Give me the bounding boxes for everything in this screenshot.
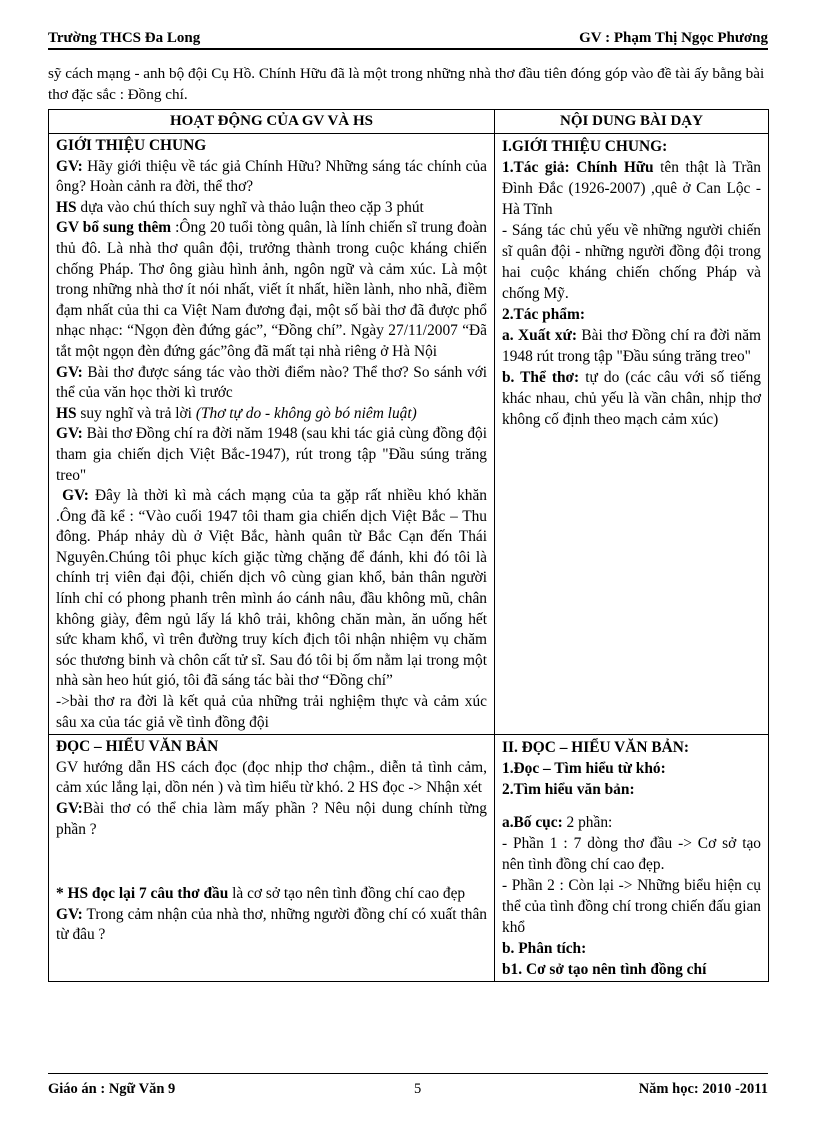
left-paragraph: GV: Bài thơ Đồng chí ra đời năm 1948 (sau khi tác giả cùng đồng đội tham gia chiến dịch Việt Bắc-1947), rút trong tập "Đầu súng trăng treo" (56, 425, 487, 484)
activities-cell-1 (49, 134, 495, 735)
right-paragraph: 1.Tác giả: Chính Hữu tên thật là Trần Đình Đắc (1926-2007) ,quê ở Can Lộc - Hà Tĩnh (502, 159, 761, 218)
right-paragraph: a.Bố cục: 2 phần: (502, 814, 613, 832)
left-paragraph: ->bài thơ ra đời là kết quả của những trải nghiệm thực và cảm xúc sâu xa của tác giả về tình đồng đội (56, 693, 487, 731)
right-paragraph: - Phần 2 : Còn lại -> Những biểu hiện cụ thể của tình đồng chí trong chiến đấu gian khổ (502, 877, 762, 937)
right-paragraph: 1.Đọc – Tìm hiểu từ khó: (502, 760, 666, 778)
page-number: 5 (414, 1081, 422, 1097)
section-title: I.GIỚI THIỆU CHUNG: (502, 138, 668, 155)
content-cell-1 (495, 134, 769, 735)
footer-rule (48, 1073, 768, 1074)
section-title: II. ĐỌC – HIỂU VĂN BẢN: (502, 739, 689, 757)
spacer (502, 800, 761, 812)
activities-cell-2 (49, 735, 495, 982)
right-paragraph: a. Xuất xứ: Bài thơ Đồng chí ra đời năm 1948 rút trong tập "Đầu súng trăng treo" (502, 327, 761, 365)
col-content-header: NỘI DUNG BÀI DẠY (495, 110, 769, 134)
footer-school-year: Năm học: 2010 -2011 (638, 1081, 768, 1097)
left-paragraph: HS suy nghĩ và trả lời (Thơ tự do - không gò bó niêm luật) (56, 404, 417, 422)
footer-subject: Giáo án : Ngữ Văn 9 (48, 1081, 176, 1097)
table-header-row (49, 110, 769, 134)
school-name: Trường THCS Đa Long (48, 30, 201, 46)
left-paragraph: GV: Trong cảm nhận của nhà thơ, những người đồng chí có xuất thân từ đâu ? (56, 905, 487, 944)
left-paragraph: GV: Hãy giới thiệu về tác giả Chính Hữu? Những sáng tác chính của ông? Hoàn cảnh ra đời, thể thơ? (56, 157, 487, 196)
right-paragraph: 2.Tác phẩm: (502, 306, 585, 323)
section-title: ĐỌC – HIỂU VĂN BẢN (56, 738, 219, 756)
left-paragraph: GV: Đây là thời kì mà cách mạng của ta gặp rất nhiều khó khăn .Ông đã kể : “Vào cuối 1947 tôi tham gia chiến dịch Việt Bắc – Thu đông. Pháp nhảy dù ở Việt Bắc, hành quân từ Bắc Cạn đến Thái Nguyên.Chúng tôi phục kích giặc từng chặng để đánh, khi đó tôi là chính trị viên đại đội, chiến dịch vô cùng gian khổ, bản thân người lính chỉ có phong phanh trên mình áo cánh nâu, đầu không mũ, chân không giày, đêm ngủ lấy lá khô trải, không chăn màn, ăn uống hết sức kham khổ, vì trên đường truy kích địch tôi nhận nhiệm vụ chăm sóc thương binh và chôn cất tử sĩ. Sau đó tôi bị ốm nằm lại trong một nhà sàn heo hút gió, tôi đã sáng tác bài thơ “Đồng chí” (56, 487, 487, 690)
left-paragraph: HS dựa vào chú thích suy nghĩ và thảo luận theo cặp 3 phút (56, 198, 424, 216)
lesson-table (48, 109, 769, 982)
right-paragraph: - Phần 1 : 7 dòng thơ đầu -> Cơ sở tạo nên tình đồng chí cao đẹp. (502, 835, 761, 874)
left-paragraph: GV hướng dẫn HS cách đọc (đọc nhịp thơ chậm., diễn tả tình cảm, cảm xúc lắng lại, dồn nén ) và tìm hiểu từ khó. 2 HS đọc -> Nhận xét (56, 758, 487, 797)
right-paragraph: b1. Cơ sở tạo nên tình đồng chí (502, 961, 707, 979)
left-paragraph: GV:Bài thơ có thể chia làm mấy phần ? Nêu nội dung chính từng phần ? (56, 800, 487, 838)
content-cell-2 (495, 735, 769, 982)
intro-paragraph: sỹ cách mạng - anh bộ đội Cụ Hồ. Chính Hữu đã là một trong những nhà thơ đầu tiên đóng góp vào đề tài ấy bằng bài thơ đặc sắc : Đồng chí. (48, 65, 765, 103)
spacer (56, 840, 487, 884)
right-paragraph: - Sáng tác chủ yếu về những người chiến sĩ quân đội - những người đồng đội trong hai cuộc kháng chiến chống Pháp và chống Mỹ. (502, 222, 761, 302)
left-paragraph: * HS đọc lại 7 câu thơ đầu là cơ sở tạo nên tình đồng chí cao đẹp (56, 885, 466, 903)
table-row (49, 134, 769, 735)
page-header (48, 30, 768, 50)
left-paragraph: GV bổ sung thêm :Ông 20 tuổi tòng quân, là lính chiến sĩ trung đoàn thủ đô. Là nhà thơ quân đội, trưởng thành trong cuộc kháng chiến chống Pháp. Thơ ông giàu hình ảnh, ngôn ngữ và cảm xúc. Là một trong những nhà thơ ít nói nhất, viết ít nhất, hiền lành, nho nhã, điềm đạm nhất của thi ca Việt Nam đương đại, một số bài thơ đã được phổ nhạc nhạc: “Ngọn đèn đứng gác”, “Đồng chí”. Ngày 27/11/2007 “Đã tắt một ngọn đèn đứng gác”ông đã mất tại nhà riêng ở Hà Nội (56, 219, 487, 360)
left-paragraph: GV: Bài thơ được sáng tác vào thời điểm nào? Thể thơ? So sánh với thể của văn học thời kì trước (56, 363, 487, 402)
teacher-name: GV : Phạm Thị Ngọc Phương (579, 30, 768, 46)
header-rule (48, 48, 768, 50)
table-row (49, 735, 769, 982)
col-activities-header: HOẠT ĐỘNG CỦA GV VÀ HS (49, 110, 495, 134)
right-paragraph: b. Thể thơ: tự do (các câu với số tiếng khác nhau, chủ yếu là vần chân, nhịp thơ không cố định theo mạch cảm xúc) (502, 369, 761, 428)
section-title: GIỚI THIỆU CHUNG (56, 137, 207, 154)
right-paragraph: b. Phân tích: (502, 940, 587, 958)
right-paragraph: 2.Tìm hiểu văn bản: (502, 781, 635, 799)
